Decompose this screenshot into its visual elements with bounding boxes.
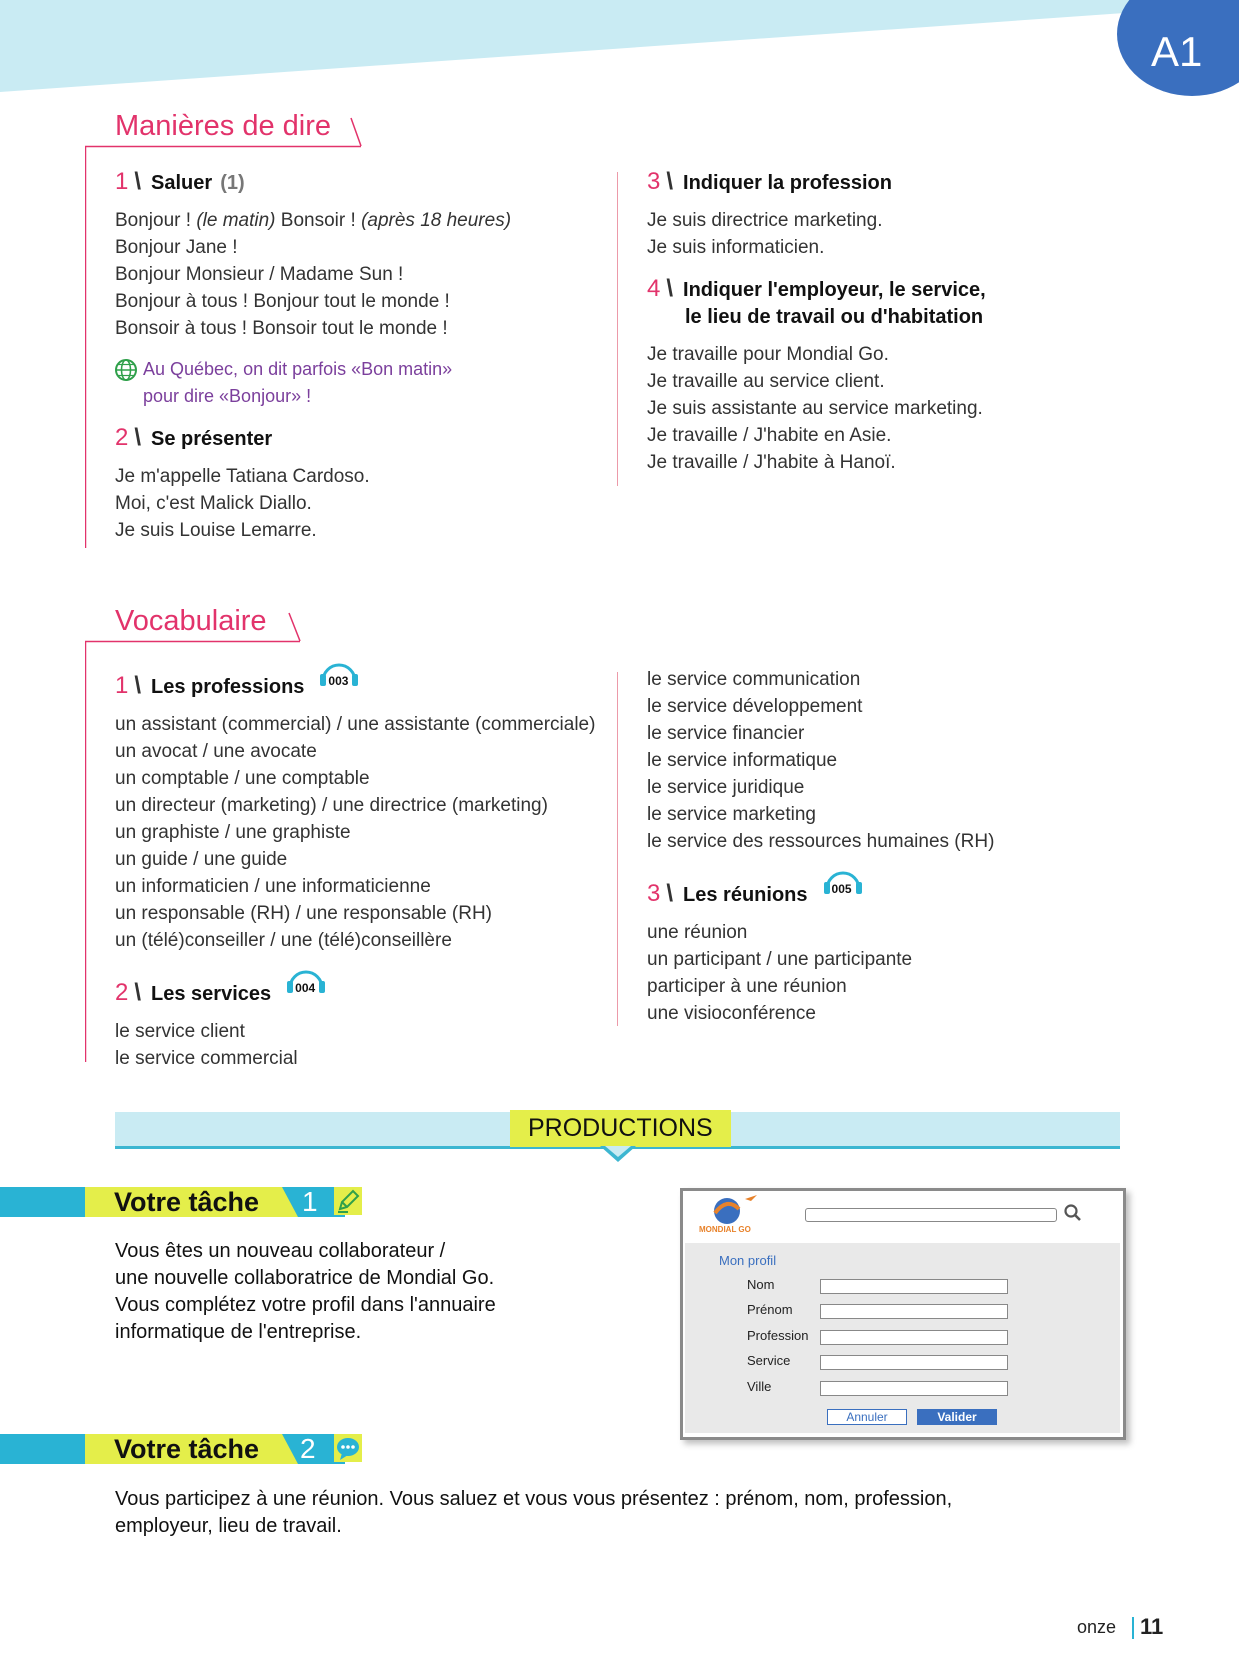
field-label-profession: Profession xyxy=(747,1328,809,1343)
globe-icon xyxy=(115,359,137,381)
pencil-icon xyxy=(334,1187,362,1215)
saluer-lines xyxy=(115,207,615,342)
service-item: le service développement xyxy=(647,696,863,717)
nom-input[interactable] xyxy=(820,1279,1008,1294)
employeur-line: Je travaille pour Mondial Go. xyxy=(647,344,889,365)
vocabulaire-right-column xyxy=(647,666,1167,1027)
heading-employeur: 4 \ Indiquer l'employeur, le service, xyxy=(647,275,986,302)
task2-line: employeur, lieu de travail. xyxy=(115,1515,342,1537)
profession-input[interactable] xyxy=(820,1330,1008,1345)
task1-title: Votre tâche xyxy=(114,1187,260,1217)
profession-item: un directeur (marketing) / une directrice (marketing) xyxy=(115,795,548,816)
field-label-nom: Nom xyxy=(747,1277,775,1292)
service-item: le service des ressources humaines (RH) xyxy=(647,831,995,852)
professions-lines xyxy=(115,711,615,954)
quebec-note xyxy=(115,356,615,410)
search-icon[interactable] xyxy=(1063,1203,1083,1223)
task1-text xyxy=(115,1238,635,1346)
task2-text xyxy=(115,1486,1115,1540)
header-band xyxy=(0,0,1239,100)
manieres-left-column xyxy=(115,168,615,544)
profile-heading: Mon profil xyxy=(719,1253,777,1268)
footer-page-word: onze xyxy=(1077,1617,1117,1637)
saluer-line: Bonjour ! (le matin) Bonsoir ! (après 18 heures) xyxy=(115,210,512,231)
saluer-line: Bonjour à tous ! Bonjour tout le monde ! xyxy=(115,291,450,312)
profession-item: un guide / une guide xyxy=(115,849,288,870)
employeur-line: Je travaille au service client. xyxy=(647,371,885,392)
service-item: le service communication xyxy=(647,669,861,690)
service-item: le service commercial xyxy=(115,1048,298,1069)
service-item: le service informatique xyxy=(647,750,838,771)
task1-line: Vous êtes un nouveau collaborateur / xyxy=(115,1240,446,1262)
services-lines xyxy=(115,1018,615,1072)
column-divider xyxy=(617,672,618,1026)
reunion-item: participer à une réunion xyxy=(647,976,847,997)
task1-line: informatique de l'entreprise. xyxy=(115,1321,362,1343)
heading-professions: 1 \ Les professions 003 xyxy=(115,663,615,701)
employeur-line: Je travaille / J'habite à Hanoï. xyxy=(647,452,896,473)
column-divider xyxy=(617,172,618,486)
task2-title: Votre tâche xyxy=(114,1434,260,1464)
reunion-item: un participant / une participante xyxy=(647,949,913,970)
profession-item: un (télé)conseiller / une (télé)conseillère xyxy=(115,930,452,951)
heading-employeur-line2: le lieu de travail ou d'habitation xyxy=(685,306,984,328)
saluer-line: Bonsoir à tous ! Bonsoir tout le monde ! xyxy=(115,318,448,339)
productions-arrow xyxy=(600,1146,636,1164)
headphones-icon[interactable] xyxy=(285,970,327,1000)
heading-se-presenter: 2 \ Se présenter xyxy=(115,424,273,451)
heading-services: 2 \ Les services 004 xyxy=(115,970,615,1008)
task1-slash xyxy=(272,1187,304,1217)
service-item: le service financier xyxy=(647,723,805,744)
services-cont-lines xyxy=(647,666,1167,855)
productions-label: PRODUCTIONS xyxy=(510,1110,731,1147)
saluer-line: Bonjour Jane ! xyxy=(115,237,238,258)
ville-input[interactable] xyxy=(820,1381,1008,1396)
profession-item: un avocat / une avocate xyxy=(115,741,317,762)
headphones-icon[interactable] xyxy=(318,663,360,693)
audio-track: 005 xyxy=(831,882,852,896)
heading-saluer: 1 \ Saluer (1) xyxy=(115,168,245,195)
search-input[interactable] xyxy=(805,1208,1057,1222)
headphones-icon[interactable] xyxy=(822,871,864,901)
reunion-item: une visioconférence xyxy=(647,1003,816,1024)
audio-track: 004 xyxy=(295,981,316,995)
presenter-line: Moi, c'est Malick Diallo. xyxy=(115,493,312,514)
field-label-prenom: Prénom xyxy=(747,1302,793,1317)
profile-form xyxy=(685,1243,1120,1433)
section-title-manieres: Manières de dire xyxy=(115,110,331,142)
quebec-note-line: Au Québec, on dit parfois «Bon matin» xyxy=(143,359,453,379)
mondial-go-logo xyxy=(699,1193,769,1233)
speech-bubble-icon xyxy=(334,1434,362,1462)
task1-line: Vous complétez votre profil dans l'annuaire xyxy=(115,1294,496,1316)
profession-line: Je suis directrice marketing. xyxy=(647,210,883,231)
audio-track: 003 xyxy=(328,674,349,688)
reunions-lines xyxy=(647,919,1167,1027)
task2-line: Vous participez à une réunion. Vous saluez et vous vous présentez : prénom, nom, profession, xyxy=(115,1488,953,1510)
footer-divider xyxy=(1132,1617,1134,1639)
service-item: le service juridique xyxy=(647,777,805,798)
employeur-line: Je suis assistante au service marketing. xyxy=(647,398,983,419)
manieres-right-column xyxy=(647,168,1147,476)
presenter-line: Je suis Louise Lemarre. xyxy=(115,520,317,541)
service-item: le service client xyxy=(115,1021,245,1042)
profession-item: un responsable (RH) / une responsable (RH) xyxy=(115,903,493,924)
profile-form-mockup xyxy=(680,1188,1126,1440)
footer-page-number: 11 xyxy=(1140,1614,1164,1639)
task2-number: 2 xyxy=(300,1433,316,1464)
service-item: le service marketing xyxy=(647,804,816,825)
task1-number: 1 xyxy=(302,1186,318,1217)
saluer-line: Bonjour Monsieur / Madame Sun ! xyxy=(115,264,404,285)
cancel-button[interactable]: Annuler xyxy=(827,1409,907,1425)
vocabulaire-left-column xyxy=(115,663,615,1072)
profession-lines xyxy=(647,207,1147,261)
submit-button[interactable]: Valider xyxy=(917,1409,997,1425)
reunion-item: une réunion xyxy=(647,922,748,943)
se-presenter-lines xyxy=(115,463,615,544)
heading-profession: 3 \ Indiquer la profession xyxy=(647,168,892,195)
task1-line: une nouvelle collaboratrice de Mondial Go. xyxy=(115,1267,495,1289)
profession-item: un comptable / une comptable xyxy=(115,768,370,789)
heading-reunions: 3 \ Les réunions 005 xyxy=(647,871,1167,909)
level-label: A1 xyxy=(1151,28,1203,75)
employeur-line: Je travaille / J'habite en Asie. xyxy=(647,425,892,446)
employeur-lines xyxy=(647,341,1147,476)
field-label-ville: Ville xyxy=(747,1379,772,1394)
service-input[interactable] xyxy=(820,1355,1008,1370)
quebec-note-line: pour dire «Bonjour» ! xyxy=(143,386,312,406)
profession-item: un informaticien / une informaticienne xyxy=(115,876,431,897)
presenter-line: Je m'appelle Tatiana Cardoso. xyxy=(115,466,370,487)
profession-line: Je suis informaticien. xyxy=(647,237,825,258)
logo-text: MONDIAL GO xyxy=(699,1225,751,1234)
section-title-vocabulaire: Vocabulaire xyxy=(115,605,267,637)
profession-item: un graphiste / une graphiste xyxy=(115,822,351,843)
field-label-service: Service xyxy=(747,1353,791,1368)
profession-item: un assistant (commercial) / une assistante (commerciale) xyxy=(115,714,596,735)
prenom-input[interactable] xyxy=(820,1304,1008,1319)
